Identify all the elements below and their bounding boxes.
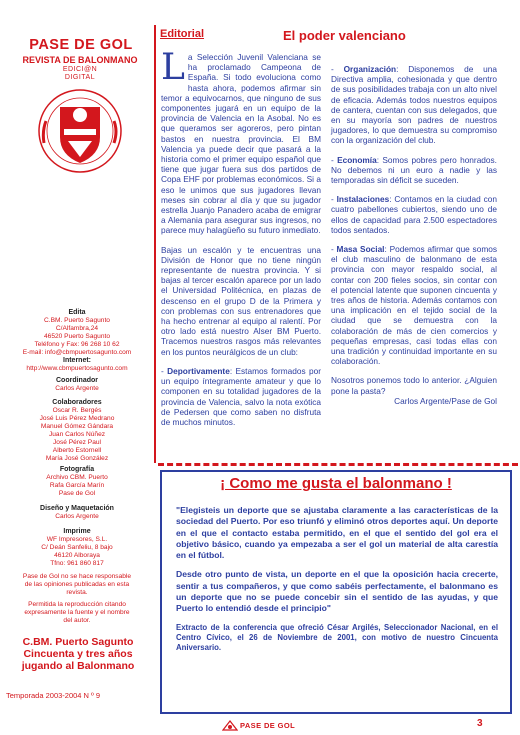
magazine-title: PASE DE GOL <box>29 37 133 53</box>
website-link[interactable]: http://www.cbmpuertosagunto.com <box>26 365 128 372</box>
credit-lines-edita: C.BM. Puerto Sagunto C/Alfambra,24 46520 Puerto Sagunto Teléfono y Fax: 96 268 10 62 E-mail: info@cbmpuertosagunto.com <box>22 317 132 356</box>
credit-lines-internet <box>2 365 152 373</box>
reproduction-note: Permitida la reproducción citando expresamente la fuente y el nombre del autor. <box>24 601 130 624</box>
quote-box-title: ¡ Como me gusta el balonmano ! <box>220 475 452 492</box>
quote-paragraph: "Elegisteis un deporte que se ajustaba claramente a las características de la sociedad del Puerto. Por eso triunfó y eliminó otros deportes aquí. Un deporte en el que el contacto estaba permitido, en el que el sentido del gol era el objetivo básico, cuando ya empezaba a ser el gol un material de alta carestía en el fútbol. <box>176 505 498 561</box>
quote-box <box>160 470 512 714</box>
quote-paragraph: Desde otro punto de vista, un deporte en el que la oposición hacia crecerte, sentir a tus compañeros, y que como sabéis perfectamente, el balonmano es un deporte que no se puede concebir sin el sentido de las ayudas, y que Puerto lo entendió desde el principio" <box>176 569 498 614</box>
credit-label-coordinador: Coordinador <box>56 377 98 384</box>
section-label: Editorial <box>160 28 205 40</box>
masthead-sidebar <box>0 0 154 735</box>
credit-lines-coordinador: Carlos Argente <box>55 385 99 392</box>
editorial-column-1 <box>161 47 321 436</box>
credit-label-colaboradores: Colaboradores <box>52 399 102 406</box>
magazine-subtitle: REVISTA DE BALONMANO <box>22 55 138 65</box>
editorial-item-organizacion: - Organización: Disponemos de una Directiva amplia, cohesionada y que dentro de sus posibilidades trabaja con un alto nivel de eficacia. Además todos nuestros equipos de cantera, cuentan con sus delegados, que en su mayoría son padres de nuestros jugadores, lo que demuestra su compromiso con la organización del club. <box>331 64 497 146</box>
credit-label-internet: Internet: <box>63 357 91 364</box>
editorial-signature: Carlos Argente/Pase de Gol <box>394 395 497 406</box>
credit-label-edita: Edita <box>68 309 86 316</box>
edition-line-1: EDICI@N <box>62 66 98 73</box>
credit-lines-fotografia: Archivo CBM. Puerto Rafa García Marín Pase de Gol <box>46 474 108 497</box>
season-issue: Temporada 2003-2004 N º 9 <box>6 691 101 700</box>
page-number: 3 <box>477 718 483 729</box>
editorial-item-instalaciones: - Instalaciones: Contamos en la ciudad con cuatro pabellones cubiertos, siendo uno de ellos de capacidad para 2.500 espectadores todos sentados. <box>331 194 497 235</box>
credit-lines-colaboradores: Oscar R. Bergés José Luis Pérez Medrano Manuel Gómez Gándara Juan Carlos Núñez José Pérez Paul Alberto Estornell María José González <box>39 407 115 462</box>
editorial-item-deportivamente: - Deportivamente: Estamos formados por un equipo íntegramente amateur y que lo componen en su totalidad jugadores de la provincia de Valencia, salvo la nota exótica de Pedersen que como saben no disfruta de muchos minutos. <box>161 365 321 427</box>
editorial-paragraph: Bajas un escalón y te encuentras una División de Honor que no tiene ningún representante de nuestra provincia. Y si bajas al tercer escalón aparece por un lado el Universidad Politécnica, en plazas de descenso en el grupo D de la Primera y con problemas con sus entrenadores que ha hecho entrenar al equipo al ralentí. Por otro lado está nuestro Alser BM Puerto. Tracemos nuestros rasgos más relevantes en los puntos neurálgicos de un club: <box>161 244 321 357</box>
vertical-divider <box>154 25 156 463</box>
editorial-closing: Nosotros ponemos todo lo anterior. ¿Alguien pone la pasta? <box>331 375 497 396</box>
disclaimer-note: Pase de Gol no se hace responsable de las opiniones publicadas en esta revista. <box>22 573 132 596</box>
credit-label-imprime: Imprime <box>63 528 91 535</box>
credit-label-fotografia: Fotografía <box>59 466 95 473</box>
anniversary-tagline: C.BM. Puerto Sagunto Cincuenta y tres años jugando al Balonmano <box>21 636 135 672</box>
drop-cap: L <box>161 47 185 88</box>
editorial-column-2 <box>331 64 497 415</box>
credit-lines-diseno: Carlos Argente <box>55 513 99 520</box>
credit-lines-imprime: WF Impresores, S.L. C/ Deán Sanfeliu, 8 bajo 46120 Alboraya Tfno: 961 860 817 <box>41 536 113 567</box>
dashed-divider <box>158 463 518 466</box>
editorial-item-economia: - Economía: Somos pobres pero honrados. No debemos ni un euro a nadie y las temporadas sin déficit se suceden. <box>331 154 497 186</box>
quote-source: Extracto de la conferencia que ofreció César Argilés, Seleccionador Nacional, en el Centro Cívico, el 26 de Noviembre de 2001, con motivo de nuestro Cincuenta Aniversario. <box>176 622 498 652</box>
credit-label-diseno: Diseño y Maquetación <box>40 505 114 512</box>
editorial-paragraph: La Selección Juvenil Valenciana se ha proclamado Campeona de España. Si todo evoluciona como hasta ahora, podemos afirmar sin temor a equivocarnos, que ninguno de sus componentes jugará en un equipo de la provincia de Valencia en la Asobal. No es que queramos ser agoreros, pero pintan bastos en nuestra provincia. El BM Valencia ya puede decir que pasará a la historia como el primer equipo español que tiene que jugar fuera sus dos partidos de Copa EHF por problemas económicos. Si a eso le unimos que sus jugadores llevan meses sin cobrar al día y que su jugador estrella Juanjo Panadero acaba de emigrar a Alemania para asegurar sus ingresos, no parece muy halagüeño su futuro inmediato. <box>161 47 321 236</box>
article-title: El poder valenciano <box>283 28 406 43</box>
editorial-item-masa-social: - Masa Social: Podemos afirmar que somos el club masculino de balonmano de esta provincia con mayor respaldo social, al contar con 200 fieles socios, sin contar con el potencial latente que suponen cincuenta y tres años de historia. Además contamos con una implicación en el tejido social de la ciudad que se demuestra con la colaboración de más de cien comercios y pequeñas empresas, casi todas ellas con una tradición y continuidad importante en su colaboración. <box>331 244 497 367</box>
edition-line-2: DIGITAL <box>64 74 96 81</box>
footer-logo-icon <box>222 720 238 731</box>
club-crest-icon <box>34 85 126 177</box>
footer-label: PASE DE GOL <box>240 721 296 730</box>
quote-box-body <box>176 505 498 661</box>
